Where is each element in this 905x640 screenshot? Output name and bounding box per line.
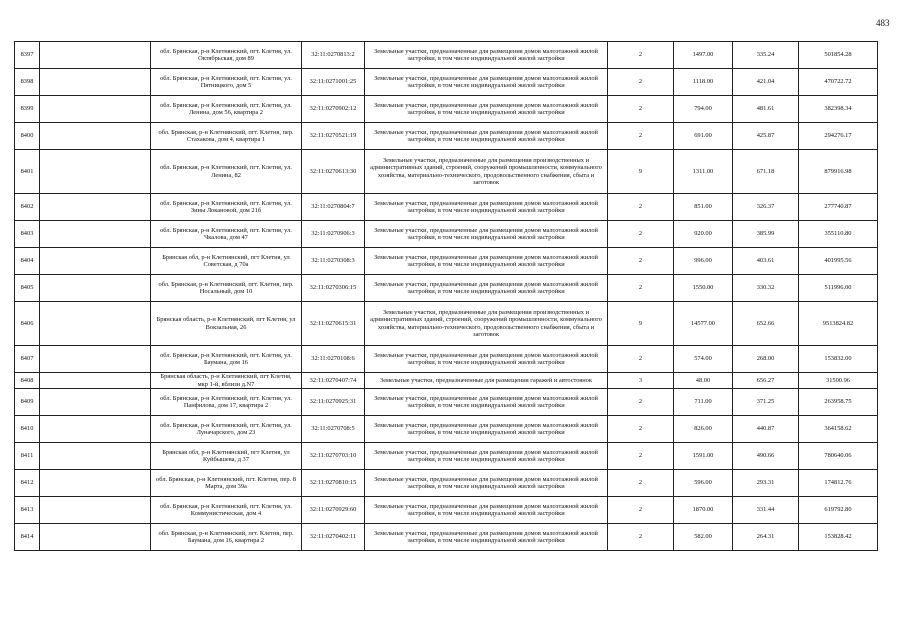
empty-cell bbox=[40, 524, 151, 551]
cadastral-number-cell: 32:11:0270804:7 bbox=[302, 194, 365, 221]
address-cell: обл. Брянская, р-н Клетнянский, пгт. Клетня, ул. Зины Локановой, дом 21б bbox=[151, 194, 302, 221]
empty-cell bbox=[40, 221, 151, 248]
address-cell: Брянская обл, р-н Клетнянский, пгт Клетня, ул Советская, д 70а bbox=[151, 248, 302, 275]
empty-cell bbox=[40, 96, 151, 123]
land-use-cell: Земельные участки, предназначенные для размещения гаражей и автостоянок bbox=[365, 373, 608, 389]
area-cell: 691.00 bbox=[674, 123, 733, 150]
row-number-cell: 8412 bbox=[15, 470, 40, 497]
group-cell: 2 bbox=[608, 248, 674, 275]
cadastral-number-cell: 32:11:0270929:60 bbox=[302, 497, 365, 524]
cadastral-number-cell: 32:11:0270402:11 bbox=[302, 524, 365, 551]
specific-value-cell: 440.87 bbox=[733, 416, 799, 443]
specific-value-cell: 385.99 bbox=[733, 221, 799, 248]
cadastral-number-cell: 32:11:0270810:15 bbox=[302, 470, 365, 497]
land-use-cell: Земельные участки, предназначенные для размещения домов малоэтажной жилой застройки, в том числе индивидуальной жилой застройки bbox=[365, 69, 608, 96]
table-row bbox=[15, 150, 878, 194]
empty-cell bbox=[40, 470, 151, 497]
area-cell: 1870.00 bbox=[674, 497, 733, 524]
area-cell: 996.00 bbox=[674, 248, 733, 275]
row-number-cell: 8406 bbox=[15, 302, 40, 346]
row-number-cell: 8407 bbox=[15, 346, 40, 373]
cadastral-value-cell: 501854.28 bbox=[799, 42, 878, 69]
land-use-cell: Земельные участки, предназначенные для размещения домов малоэтажной жилой застройки, в том числе индивидуальной жилой застройки bbox=[365, 443, 608, 470]
area-cell: 582.00 bbox=[674, 524, 733, 551]
cadastral-value-cell: 511996.00 bbox=[799, 275, 878, 302]
empty-cell bbox=[40, 302, 151, 346]
specific-value-cell: 421.04 bbox=[733, 69, 799, 96]
table-row bbox=[15, 389, 878, 416]
cadastral-number-cell: 32:11:0270708:5 bbox=[302, 416, 365, 443]
specific-value-cell: 331.44 bbox=[733, 497, 799, 524]
group-cell: 2 bbox=[608, 96, 674, 123]
cadastral-value-cell: 294276.17 bbox=[799, 123, 878, 150]
land-use-cell: Земельные участки, предназначенные для размещения домов малоэтажной жилой застройки, в том числе индивидуальной жилой застройки bbox=[365, 96, 608, 123]
table-row bbox=[15, 96, 878, 123]
specific-value-cell: 656.27 bbox=[733, 373, 799, 389]
address-cell: обл. Брянская, р-н Клетнянский, пгт. Клетня, ул. Коммунистическая, дом 4 bbox=[151, 497, 302, 524]
area-cell: 1591.00 bbox=[674, 443, 733, 470]
empty-cell bbox=[40, 443, 151, 470]
group-cell: 2 bbox=[608, 346, 674, 373]
cadastral-value-cell: 277740.87 bbox=[799, 194, 878, 221]
row-number-cell: 8399 bbox=[15, 96, 40, 123]
cadastral-number-cell: 32:11:0270813:2 bbox=[302, 42, 365, 69]
area-cell: 596.00 bbox=[674, 470, 733, 497]
group-cell: 2 bbox=[608, 221, 674, 248]
area-cell: 1550.00 bbox=[674, 275, 733, 302]
table-row bbox=[15, 69, 878, 96]
cadastral-number-cell: 32:11:0270615:31 bbox=[302, 302, 365, 346]
cadastral-value-table bbox=[14, 41, 878, 551]
cadastral-value-cell: 31500.96 bbox=[799, 373, 878, 389]
specific-value-cell: 335.24 bbox=[733, 42, 799, 69]
group-cell: 2 bbox=[608, 69, 674, 96]
table-row bbox=[15, 194, 878, 221]
land-use-cell: Земельные участки, предназначенные для размещения домов малоэтажной жилой застройки, в том числе индивидуальной жилой застройки bbox=[365, 42, 608, 69]
area-cell: 1311.00 bbox=[674, 150, 733, 194]
specific-value-cell: 671.18 bbox=[733, 150, 799, 194]
land-use-cell: Земельные участки, предназначенные для размещения домов малоэтажной жилой застройки, в том числе индивидуальной жилой застройки bbox=[365, 221, 608, 248]
address-cell: обл. Брянская, р-н Клетнянский, пгт. Клетня, пер. Носальный, дом 10 bbox=[151, 275, 302, 302]
cadastral-value-cell: 470722.72 bbox=[799, 69, 878, 96]
cadastral-number-cell: 32:11:0270906:3 bbox=[302, 221, 365, 248]
row-number-cell: 8400 bbox=[15, 123, 40, 150]
address-cell: обл. Брянская, р-н Клетнянский, пгт. Клетня, ул. Панфилова, дом 17, квартира 2 bbox=[151, 389, 302, 416]
table-row bbox=[15, 123, 878, 150]
table-row bbox=[15, 302, 878, 346]
cadastral-number-cell: 32:11:0270306:15 bbox=[302, 275, 365, 302]
empty-cell bbox=[40, 346, 151, 373]
table-row bbox=[15, 497, 878, 524]
group-cell: 2 bbox=[608, 194, 674, 221]
row-number-cell: 8411 bbox=[15, 443, 40, 470]
group-cell: 9 bbox=[608, 302, 674, 346]
group-cell: 2 bbox=[608, 443, 674, 470]
specific-value-cell: 371.25 bbox=[733, 389, 799, 416]
empty-cell bbox=[40, 150, 151, 194]
land-use-cell: Земельные участки, предназначенные для размещения домов малоэтажной жилой застройки, в том числе индивидуальной жилой застройки bbox=[365, 194, 608, 221]
empty-cell bbox=[40, 194, 151, 221]
specific-value-cell: 293.31 bbox=[733, 470, 799, 497]
cadastral-value-cell: 263958.75 bbox=[799, 389, 878, 416]
address-cell: обл. Брянская, р-н Клетнянский, пгт. Клетня, ул. Октябрьская, дом 89 bbox=[151, 42, 302, 69]
cadastral-number-cell: 32:11:0270521:19 bbox=[302, 123, 365, 150]
land-use-cell: Земельные участки, предназначенные для размещения домов малоэтажной жилой застройки, в том числе индивидуальной жилой застройки bbox=[365, 416, 608, 443]
address-cell: Брянская область, р-н Клетнянский, пгт Клетня, ул Вокзальная, 26 bbox=[151, 302, 302, 346]
specific-value-cell: 326.37 bbox=[733, 194, 799, 221]
group-cell: 9 bbox=[608, 150, 674, 194]
table-row bbox=[15, 346, 878, 373]
specific-value-cell: 425.87 bbox=[733, 123, 799, 150]
empty-cell bbox=[40, 373, 151, 389]
address-cell: обл. Брянская, р-н Клетнянский, пгт. Клетня, ул. Пятницкого, дом 5 bbox=[151, 69, 302, 96]
row-number-cell: 8403 bbox=[15, 221, 40, 248]
group-cell: 2 bbox=[608, 123, 674, 150]
cadastral-value-cell: 153828.42 bbox=[799, 524, 878, 551]
land-use-cell: Земельные участки, предназначенные для размещения домов малоэтажной жилой застройки, в том числе индивидуальной жилой застройки bbox=[365, 389, 608, 416]
empty-cell bbox=[40, 123, 151, 150]
row-number-cell: 8405 bbox=[15, 275, 40, 302]
empty-cell bbox=[40, 275, 151, 302]
group-cell: 2 bbox=[608, 470, 674, 497]
table-row bbox=[15, 416, 878, 443]
cadastral-value-cell: 382398.34 bbox=[799, 96, 878, 123]
row-number-cell: 8409 bbox=[15, 389, 40, 416]
row-number-cell: 8398 bbox=[15, 69, 40, 96]
row-number-cell: 8410 bbox=[15, 416, 40, 443]
empty-cell bbox=[40, 42, 151, 69]
specific-value-cell: 481.61 bbox=[733, 96, 799, 123]
area-cell: 1497.00 bbox=[674, 42, 733, 69]
land-use-cell: Земельные участки, предназначенные для размещения домов малоэтажной жилой застройки, в том числе индивидуальной жилой застройки bbox=[365, 497, 608, 524]
group-cell: 2 bbox=[608, 275, 674, 302]
land-use-cell: Земельные участки, предназначенные для размещения домов малоэтажной жилой застройки, в том числе индивидуальной жилой застройки bbox=[365, 346, 608, 373]
cadastral-value-cell: 153832.00 bbox=[799, 346, 878, 373]
specific-value-cell: 264.31 bbox=[733, 524, 799, 551]
cadastral-value-cell: 364158.62 bbox=[799, 416, 878, 443]
group-cell: 2 bbox=[608, 42, 674, 69]
group-cell: 2 bbox=[608, 497, 674, 524]
cadastral-number-cell: 32:11:0270902:12 bbox=[302, 96, 365, 123]
empty-cell bbox=[40, 389, 151, 416]
cadastral-value-cell: 879916.98 bbox=[799, 150, 878, 194]
group-cell: 2 bbox=[608, 416, 674, 443]
area-cell: 920.00 bbox=[674, 221, 733, 248]
area-cell: 794.00 bbox=[674, 96, 733, 123]
land-use-cell: Земельные участки, предназначенные для размещения производственных и административных зданий, строений, сооружений промышленности, коммунального хозяйства, материально-технического, продовольственного снабжения, сбыта и заготовок bbox=[365, 150, 608, 194]
cadastral-number-cell: 32:11:0270407:74 bbox=[302, 373, 365, 389]
address-cell: обл. Брянская, р-н Клетнянский, пгт. Клетня, ул. Баумана, дом 16 bbox=[151, 346, 302, 373]
row-number-cell: 8397 bbox=[15, 42, 40, 69]
group-cell: 2 bbox=[608, 524, 674, 551]
cadastral-value-cell: 780640.06 bbox=[799, 443, 878, 470]
cadastral-value-cell: 619792.80 bbox=[799, 497, 878, 524]
group-cell: 3 bbox=[608, 373, 674, 389]
table-row bbox=[15, 42, 878, 69]
cadastral-value-cell: 355110.80 bbox=[799, 221, 878, 248]
table-row bbox=[15, 275, 878, 302]
row-number-cell: 8402 bbox=[15, 194, 40, 221]
row-number-cell: 8413 bbox=[15, 497, 40, 524]
table-row bbox=[15, 221, 878, 248]
specific-value-cell: 403.61 bbox=[733, 248, 799, 275]
specific-value-cell: 490.66 bbox=[733, 443, 799, 470]
empty-cell bbox=[40, 497, 151, 524]
cadastral-number-cell: 32:11:0270925:31 bbox=[302, 389, 365, 416]
cadastral-value-cell: 401995.56 bbox=[799, 248, 878, 275]
address-cell: обл. Брянская, р-н Клетнянский, пгт. Клетня, пер. 8 Марта, дом 39а bbox=[151, 470, 302, 497]
specific-value-cell: 330.32 bbox=[733, 275, 799, 302]
address-cell: обл. Брянская, р-н Клетнянский, пгт. Клетня, ул. Чкалова, дом 47 bbox=[151, 221, 302, 248]
cadastral-number-cell: 32:11:0270108:6 bbox=[302, 346, 365, 373]
address-cell: обл. Брянская, р-н Клетнянский, пгт. Клетня, ул. Луначарского, дом 23 bbox=[151, 416, 302, 443]
address-cell: обл. Брянская, р-н Клетнянский, пгт. Клетня, пер. Стахакова, дом 4, квартира 1 bbox=[151, 123, 302, 150]
row-number-cell: 8404 bbox=[15, 248, 40, 275]
table-row bbox=[15, 443, 878, 470]
land-use-cell: Земельные участки, предназначенные для размещения производственных и административных зданий, строений, сооружений промышленности, коммунального хозяйства, материально-технического, продовольственного снабжения, сбыта и заготовок bbox=[365, 302, 608, 346]
cadastral-number-cell: 32:11:0270308:3 bbox=[302, 248, 365, 275]
table-row bbox=[15, 373, 878, 389]
land-use-cell: Земельные участки, предназначенные для размещения домов малоэтажной жилой застройки, в том числе индивидуальной жилой застройки bbox=[365, 275, 608, 302]
specific-value-cell: 652.66 bbox=[733, 302, 799, 346]
table-row bbox=[15, 470, 878, 497]
area-cell: 826.00 bbox=[674, 416, 733, 443]
row-number-cell: 8401 bbox=[15, 150, 40, 194]
address-cell: Брянская область, р-н Клетнянский, пгт Клетня, мкр 1-й, вблизи д.N7 bbox=[151, 373, 302, 389]
table-body bbox=[15, 42, 878, 551]
cadastral-number-cell: 32:11:0270613:30 bbox=[302, 150, 365, 194]
empty-cell bbox=[40, 248, 151, 275]
area-cell: 574.00 bbox=[674, 346, 733, 373]
cadastral-value-cell: 9513824.82 bbox=[799, 302, 878, 346]
empty-cell bbox=[40, 416, 151, 443]
address-cell: обл. Брянская, р-н Клетнянский, пгт. Клетня, пер. Баумана, дом 16, квартира 2 bbox=[151, 524, 302, 551]
address-cell: обл. Брянская, р-н Клетнянский, пгт. Клетня, ул. Ленина, 82 bbox=[151, 150, 302, 194]
page-number: 483 bbox=[876, 18, 890, 28]
area-cell: 711.00 bbox=[674, 389, 733, 416]
area-cell: 48.00 bbox=[674, 373, 733, 389]
area-cell: 851.00 bbox=[674, 194, 733, 221]
group-cell: 2 bbox=[608, 389, 674, 416]
row-number-cell: 8408 bbox=[15, 373, 40, 389]
address-cell: Брянская обл, р-н Клетнянский, пгт Клетня, ул Куйбышева, д 37 bbox=[151, 443, 302, 470]
land-use-cell: Земельные участки, предназначенные для размещения домов малоэтажной жилой застройки, в том числе индивидуальной жилой застройки bbox=[365, 248, 608, 275]
area-cell: 1118.00 bbox=[674, 69, 733, 96]
address-cell: обл. Брянская, р-н Клетнянский, пгт. Клетня, ул. Ленина, дом 56, квартира 2 bbox=[151, 96, 302, 123]
land-use-cell: Земельные участки, предназначенные для размещения домов малоэтажной жилой застройки, в том числе индивидуальной жилой застройки bbox=[365, 470, 608, 497]
table-row bbox=[15, 248, 878, 275]
land-use-cell: Земельные участки, предназначенные для размещения домов малоэтажной жилой застройки, в том числе индивидуальной жилой застройки bbox=[365, 123, 608, 150]
cadastral-value-cell: 174812.76 bbox=[799, 470, 878, 497]
specific-value-cell: 268.00 bbox=[733, 346, 799, 373]
cadastral-number-cell: 32:11:0271001:25 bbox=[302, 69, 365, 96]
row-number-cell: 8414 bbox=[15, 524, 40, 551]
empty-cell bbox=[40, 69, 151, 96]
cadastral-number-cell: 32:11:0270703:10 bbox=[302, 443, 365, 470]
table-row bbox=[15, 524, 878, 551]
land-use-cell: Земельные участки, предназначенные для размещения домов малоэтажной жилой застройки, в том числе индивидуальной жилой застройки bbox=[365, 524, 608, 551]
area-cell: 14577.00 bbox=[674, 302, 733, 346]
